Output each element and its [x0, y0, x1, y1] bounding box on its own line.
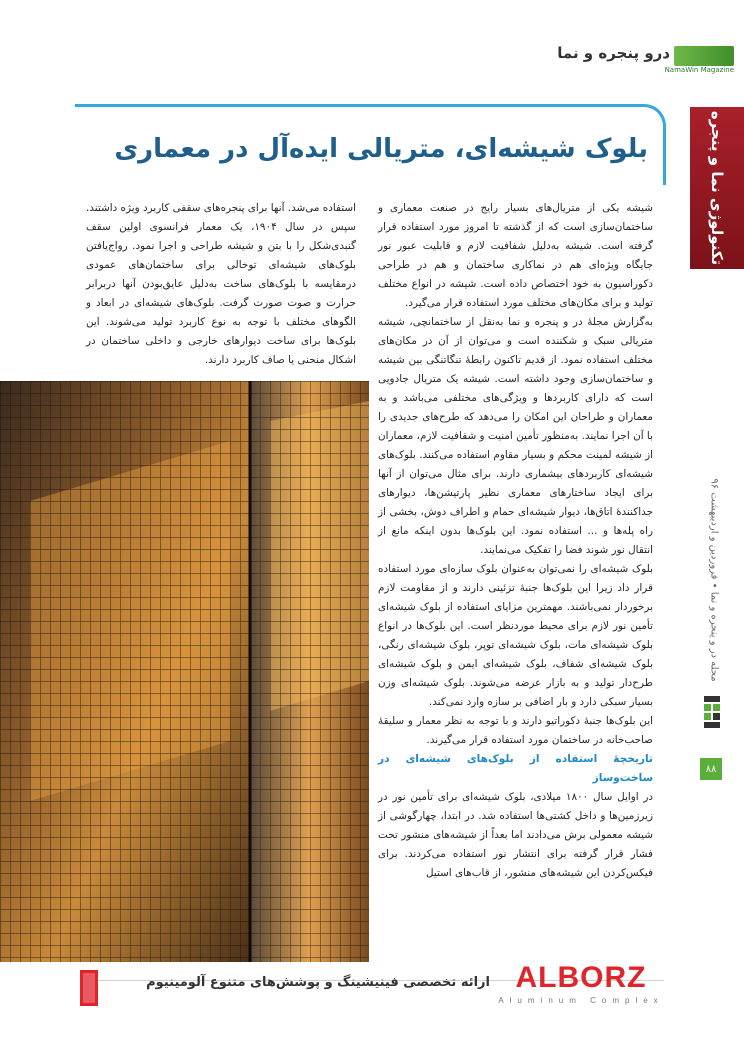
issue-info	[704, 480, 724, 680]
section-tab	[690, 107, 744, 269]
article-title: بلوک شیشه‌ای، متریالی ایده‌آل در معماری	[114, 134, 648, 164]
paragraph: به‌گزارش مجلهٔ در و پنجره و نما به‌نقل از ساختمانچی، شیشه متریالی سبک و شکننده است و می‌توان از آن در مکان‌های مختلف استفاده نمود. از قدیم تاکنون رابطهٔ تنگاتنگی بین شیشه و ساختمان‌سازی وجود داشته است. شیشه یک متریال جادویی است که دارای کاربردها و ویژگی‌های مختلفی می‌باشد و به معماران و طراحان این امکان را می‌دهد که طرح‌های جدیدی را با آن اجرا نمایند. به‌منظور تأمین امنیت و شفافیت لازم، معماران از شیشه لمینت محکم و بسیار مقاوم استفاده می‌کنند. بلوک‌های شیشه‌ای کاربردهای بیشماری دارند. برای مثال می‌توان از آنها برای ایجاد ساختارهای معماری نظیر پارتیشن‌ها، دیوارهای جداکنندهٔ اتاق‌ها، دیوار شیشه‌ای حمام و اطراف دوش، بخشی از راه پله‌ها و ... استفاده نمود. این بلوک‌ها بدون اینکه مانع از انتقال نور شوند فضا را تفکیک می‌نمایند.	[378, 316, 653, 556]
alborz-vertical-logo-icon	[80, 970, 98, 1006]
advert-text: ارائه تخصصی فینیشینگ و پوشش‌های متنوع آلومینیوم	[146, 975, 490, 990]
paragraph: در اوایل سال ۱۸۰۰ میلادی، بلوک شیشه‌ای برای تأمین نور در زیرزمین‌ها و داخل کشتی‌ها استفاده شد. در ابتدا، چهارگوشی از شیشه معمولی برش می‌دادند اما بعداً از شیشه‌های منشور تحت فشار قرار گرفته برای انتشار نور استفاده می‌کردند. برای فیکس‌کردن این شیشه‌های منشور، از قاب‌های استیل	[378, 791, 653, 879]
article-column-right	[378, 199, 653, 883]
history-heading: تاریخچهٔ استفاده از بلوک‌های شیشه‌ای در ساخت‌وساز	[378, 753, 653, 784]
masthead-title: درو پنجره و نما	[557, 44, 670, 62]
magazine-logo-icon	[702, 690, 722, 738]
article-column-left	[86, 199, 356, 370]
masthead	[557, 40, 734, 84]
alborz-logo	[496, 962, 666, 1008]
paragraph: این بلوک‌ها جنبهٔ دکوراتیو دارند و با توجه به نظر معمار و سلیقهٔ صاحب‌خانه در ساختمان مورد استفاده قرار می‌گیرند.	[378, 715, 653, 746]
masthead-bar	[674, 46, 734, 66]
brand-name: ALBORZ	[515, 961, 647, 994]
masthead-subtitle: NamaWin Magazine	[664, 66, 734, 74]
glass-block-building-photo	[0, 381, 369, 962]
page-number: ۸۸	[700, 758, 722, 780]
paragraph: استفاده می‌شد. آنها برای پنجره‌های سقفی کاربرد ویژه داشتند. سپس در سال ۱۹۰۴، یک معمار فرانسوی اولین سقف گنبدی‌شکل را با بتن و شیشه طراحی و اجرا نمود. رواج‌یافتن بلوک‌های شیشه‌ای توخالی برای ساختمان‌های عمودی درمقایسه با بلوک‌های ساخت به‌دلیل عایق‌بودن آنها دربرابر حرارت و صوت صورت گرفت. بلوک‌های شیشه‌ای در ابعاد و الگوهای مختلف با توجه به نوع کاربرد تولید می‌شوند. این بلوک‌ها برای ساخت دیوارهای خارجی و داخلی ساختمان در اشکال منحنی یا صاف کاربرد دارند.	[86, 202, 356, 366]
section-tab-label: تکنولوژی نما و پنجره	[708, 110, 726, 266]
paragraph: شیشه یکی از متریال‌های بسیار رایج در صنعت معماری و ساختمان‌سازی است که از گذشته تا امروز مورد استفاده قرار گرفته است. شیشه به‌دلیل شفافیت لازم و قابلیت عبور نور جایگاه ویژه‌ای هم در نماکاری ساختمان و هم در طراحی دکوراسیون به خود اختصاص داده است. شیشه در انواع مختلف تولید و برای مکان‌های مختلف مورد استفاده قرار می‌گیرد.	[378, 202, 653, 309]
issue-info-text: مجله در و پنجره و نما • فروردین و اردیبهشت ۹۶	[708, 478, 720, 682]
paragraph: بلوک شیشه‌ای را نمی‌توان به‌عنوان بلوک سازه‌ای مورد استفاده قرار داد زیرا این بلوک‌ها جنبهٔ تزئینی دارند و از مقاومت لازم برخوردار نمی‌باشند. مهمترین مزایای استفاده از بلوک شیشه‌ای تأمین نور لازم برای محیط موردنظر است. این بلوک‌ها در انواع بلوک شیشه‌ای مات، بلوک شیشه‌ای توپر، بلوک شیشه‌ای رنگی، بلوک شیشه‌ای شفاف، بلوک شیشه‌ای ایمن و بلوک شیشه‌ای طرح‌دار تولید و به بازار عرضه می‌شوند. بلوک شیشه‌ای وزن بسیار سبکی دارد و بار اضافی بر سازه وارد نمی‌کند.	[378, 563, 653, 708]
brand-subtitle: Aluminum Complex	[498, 996, 664, 1005]
